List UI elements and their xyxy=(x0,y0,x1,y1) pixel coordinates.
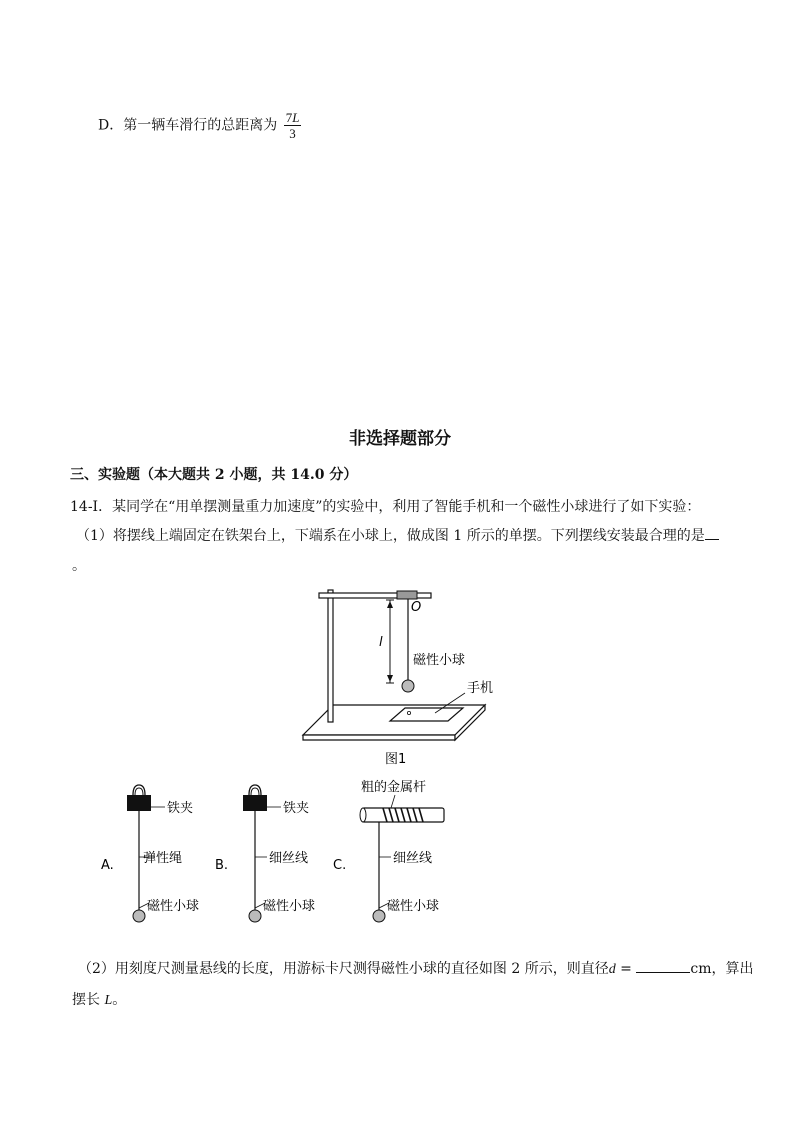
section-heading: 三、实验题（本大题共 2 小题，共 14.0 分） xyxy=(70,467,358,483)
answer-blank-1[interactable] xyxy=(705,525,719,540)
fraction-numerator: 7L xyxy=(285,110,300,125)
pendulum-ball xyxy=(402,680,414,692)
label-phone: 手机 xyxy=(467,681,494,696)
question-14-part1 xyxy=(76,525,719,546)
option-c xyxy=(333,779,444,922)
option-b-ball-label: 磁性小球 xyxy=(263,899,316,914)
option-a-ball-label: 磁性小球 xyxy=(147,899,200,914)
option-d xyxy=(98,110,301,141)
option-b xyxy=(215,785,315,922)
section-title: 非选择题部分 xyxy=(349,429,451,449)
ball-b xyxy=(249,910,261,922)
iron-clip-b xyxy=(243,797,267,811)
part2-unit: cm，算出 xyxy=(690,961,754,977)
figure-1-diagram xyxy=(295,580,495,770)
option-b-letter: B. xyxy=(215,858,229,873)
option-a-letter: A. xyxy=(101,858,114,873)
option-c-letter: C. xyxy=(333,858,347,873)
answer-blank-2[interactable] xyxy=(636,958,690,973)
option-b-line-label: 细丝线 xyxy=(269,851,309,866)
option-d-text: D．第一辆车滑行的总距离为 xyxy=(98,117,278,134)
label-l: l xyxy=(379,635,383,650)
ball-c xyxy=(373,910,385,922)
part2-end: 。 xyxy=(112,992,127,1008)
fraction xyxy=(284,110,302,141)
part2-text: （2）用刻度尺测量悬线的长度，用游标卡尺测得磁性小球的直径如图 2 所示，则直径 xyxy=(78,961,609,977)
option-c-top-label: 粗的金属杆 xyxy=(361,780,427,795)
question-14-intro: 14-Ⅰ．某同学在“用单摆测量重力加速度”的实验中，利用了智能手机和一个磁性小球进行了如下实验： xyxy=(70,499,701,515)
stand-pole xyxy=(328,590,333,722)
part2-var-d: d xyxy=(608,962,616,977)
part1-text: （1）将摆线上端固定在铁架台上，下端系在小球上，做成图 1 所示的单摆。下列摆线安装最合理的是 xyxy=(76,528,705,544)
figure-1-caption: 图1 xyxy=(385,752,407,767)
clamp-block xyxy=(397,591,417,599)
question-14-part2-cont xyxy=(72,990,126,1011)
option-c-ball-label: 磁性小球 xyxy=(387,899,440,914)
fraction-denominator: 3 xyxy=(289,126,296,141)
part2-b: 摆长 xyxy=(72,992,105,1008)
label-O: O xyxy=(411,600,422,615)
option-b-top-label: 铁夹 xyxy=(283,801,310,816)
iron-clip-a xyxy=(127,797,151,811)
part1-end: 。 xyxy=(72,558,86,574)
question-14-part2 xyxy=(78,958,753,980)
option-a-line-label: 弹性绳 xyxy=(143,851,183,866)
label-magnetic-ball: 磁性小球 xyxy=(413,653,466,668)
option-c-line-label: 细丝线 xyxy=(393,851,433,866)
option-a-top-label: 铁夹 xyxy=(167,801,194,816)
option-a xyxy=(101,785,199,922)
base-platform-front xyxy=(303,735,455,740)
options-diagram xyxy=(95,775,475,925)
ball-a xyxy=(133,910,145,922)
part2-eq: = xyxy=(615,961,637,977)
part2-var-L: L xyxy=(104,993,113,1008)
